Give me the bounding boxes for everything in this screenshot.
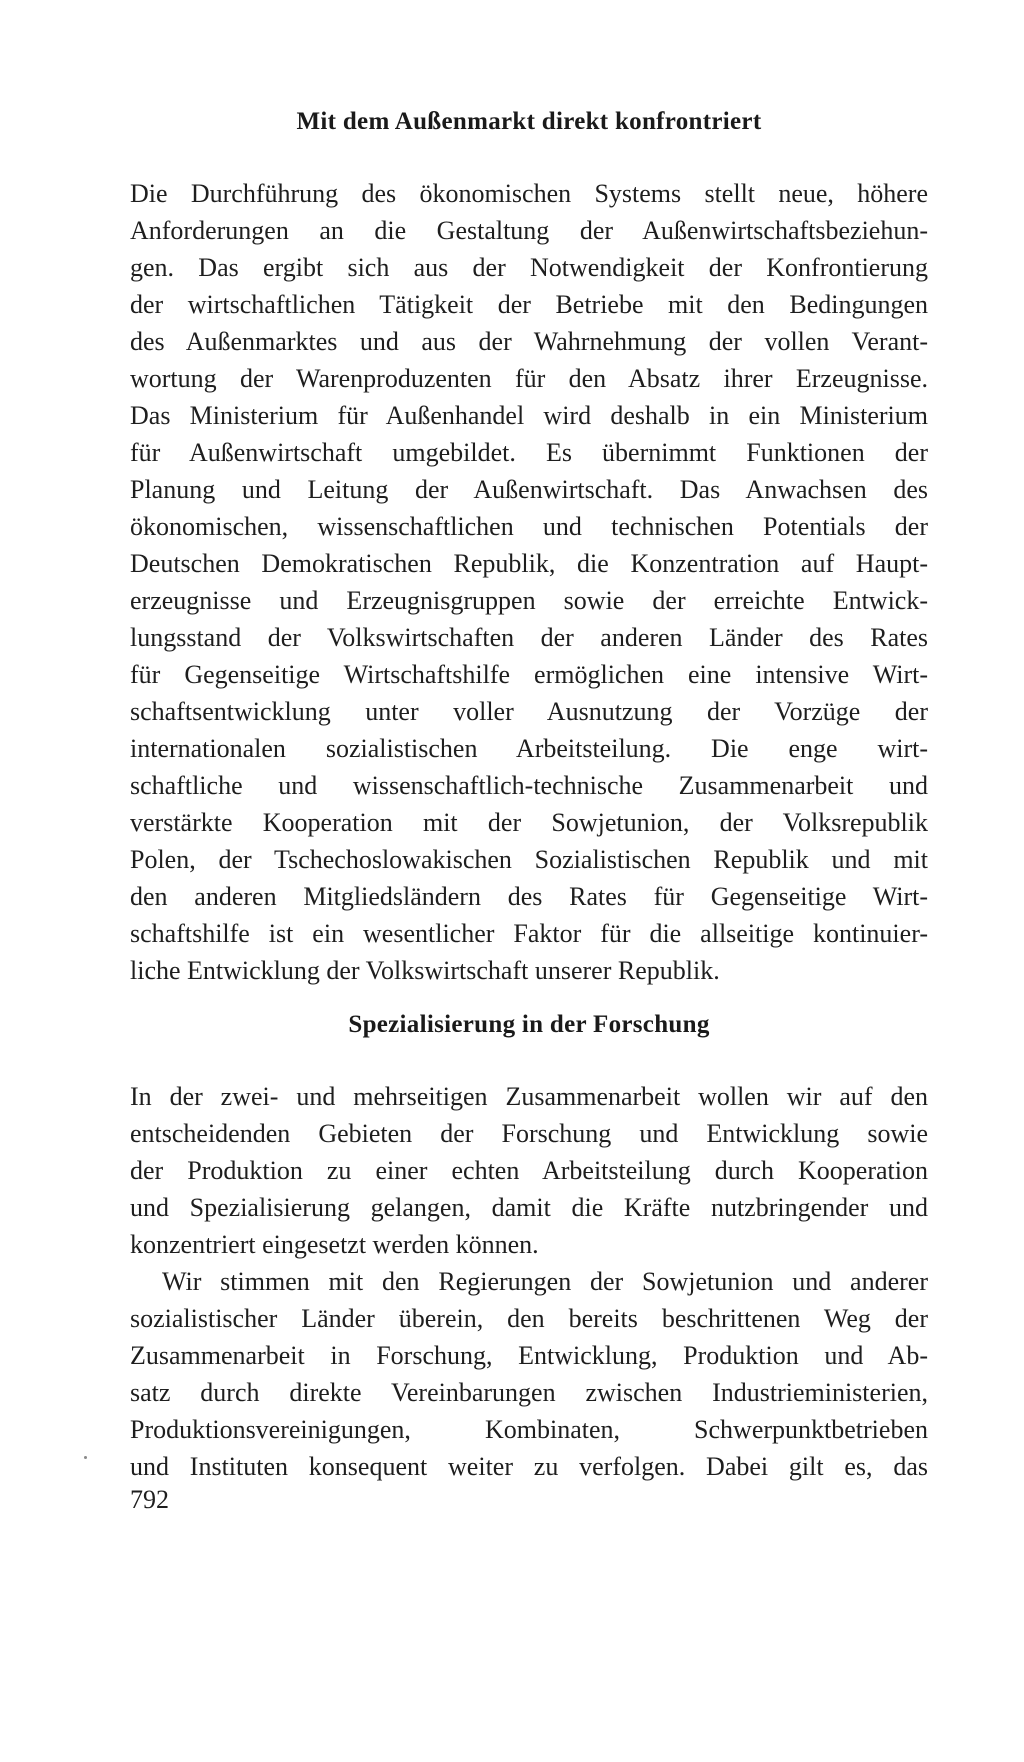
text-line: Anforderungen an die Gestaltung der Außenwirtschaftsbeziehun-: [130, 216, 928, 245]
text-line: entscheidenden Gebieten der Forschung und Entwicklung sowie: [130, 1119, 928, 1148]
text-line: schaftliche und wissenschaftlich-technische Zusammenarbeit und: [130, 771, 928, 800]
section-heading: Spezialisierung in der Forschung: [348, 1011, 710, 1038]
paragraph: [130, 175, 928, 989]
text-line: Die Durchführung des ökonomischen Systems stellt neue, höhere: [130, 179, 928, 208]
text-line: gen. Das ergibt sich aus der Notwendigkeit der Konfrontierung: [130, 253, 928, 282]
section-heading: Mit dem Außenmarkt direkt konfrontriert: [296, 108, 762, 135]
text-line: lungsstand der Volkswirtschaften der anderen Länder des Rates: [130, 623, 928, 652]
text-line: der wirtschaftlichen Tätigkeit der Betriebe mit den Bedingungen: [130, 290, 928, 319]
text-line: Planung und Leitung der Außenwirtschaft. Das Anwachsen des: [130, 475, 928, 504]
text-line: Deutschen Demokratischen Republik, die Konzentration auf Haupt-: [130, 549, 928, 578]
text-line: Zusammenarbeit in Forschung, Entwicklung, Produktion und Ab-: [130, 1341, 928, 1370]
text-line: erzeugnisse und Erzeugnisgruppen sowie der erreichte Entwick-: [130, 586, 928, 615]
text-line: und Instituten konsequent weiter zu verfolgen. Dabei gilt es, das: [130, 1452, 928, 1481]
text-line: für Außenwirtschaft umgebildet. Es übernimmt Funktionen der: [130, 438, 928, 467]
text-line: schaftshilfe ist ein wesentlicher Faktor für die allseitige kontinuier-: [130, 919, 928, 948]
paragraph: [130, 1078, 928, 1263]
text-line: schaftsentwicklung unter voller Ausnutzung der Vorzüge der: [130, 697, 928, 726]
text-line: ökonomischen, wissenschaftlichen und technischen Potentials der: [130, 512, 928, 541]
text-line: und Spezialisierung gelangen, damit die Kräfte nutzbringender und: [130, 1193, 928, 1222]
page-number: 792: [130, 1485, 169, 1514]
text-line: des Außenmarktes und aus der Wahrnehmung der vollen Verant-: [130, 327, 928, 356]
text-line: Polen, der Tschechoslowakischen Sozialistischen Republik und mit: [130, 845, 928, 874]
paragraph: [130, 1263, 928, 1485]
text-line: In der zwei- und mehrseitigen Zusammenarbeit wollen wir auf den: [130, 1082, 928, 1111]
text-line: liche Entwicklung der Volkswirtschaft unserer Republik.: [130, 956, 720, 985]
text-line: verstärkte Kooperation mit der Sowjetunion, der Volksrepublik: [130, 808, 928, 837]
text-line: sozialistischer Länder überein, den bereits beschrittenen Weg der: [130, 1304, 928, 1333]
text-line: der Produktion zu einer echten Arbeitsteilung durch Kooperation: [130, 1156, 928, 1185]
text-line: wortung der Warenproduzenten für den Absatz ihrer Erzeugnisse.: [130, 364, 928, 393]
text-line: Wir stimmen mit den Regierungen der Sowjetunion und anderer: [162, 1267, 928, 1296]
text-line: für Gegenseitige Wirtschaftshilfe ermöglichen eine intensive Wirt-: [130, 660, 928, 689]
margin-mark: [84, 1456, 87, 1459]
text-line: internationalen sozialistischen Arbeitsteilung. Die enge wirt-: [130, 734, 928, 763]
text-line: den anderen Mitgliedsländern des Rates für Gegenseitige Wirt-: [130, 882, 928, 911]
text-line: Das Ministerium für Außenhandel wird deshalb in ein Ministerium: [130, 401, 928, 430]
text-line: Produktionsvereinigungen, Kombinaten, Schwerpunktbetrieben: [130, 1415, 928, 1444]
text-line: konzentriert eingesetzt werden können.: [130, 1230, 539, 1259]
text-line: satz durch direkte Vereinbarungen zwischen Industrieministerien,: [130, 1378, 928, 1407]
